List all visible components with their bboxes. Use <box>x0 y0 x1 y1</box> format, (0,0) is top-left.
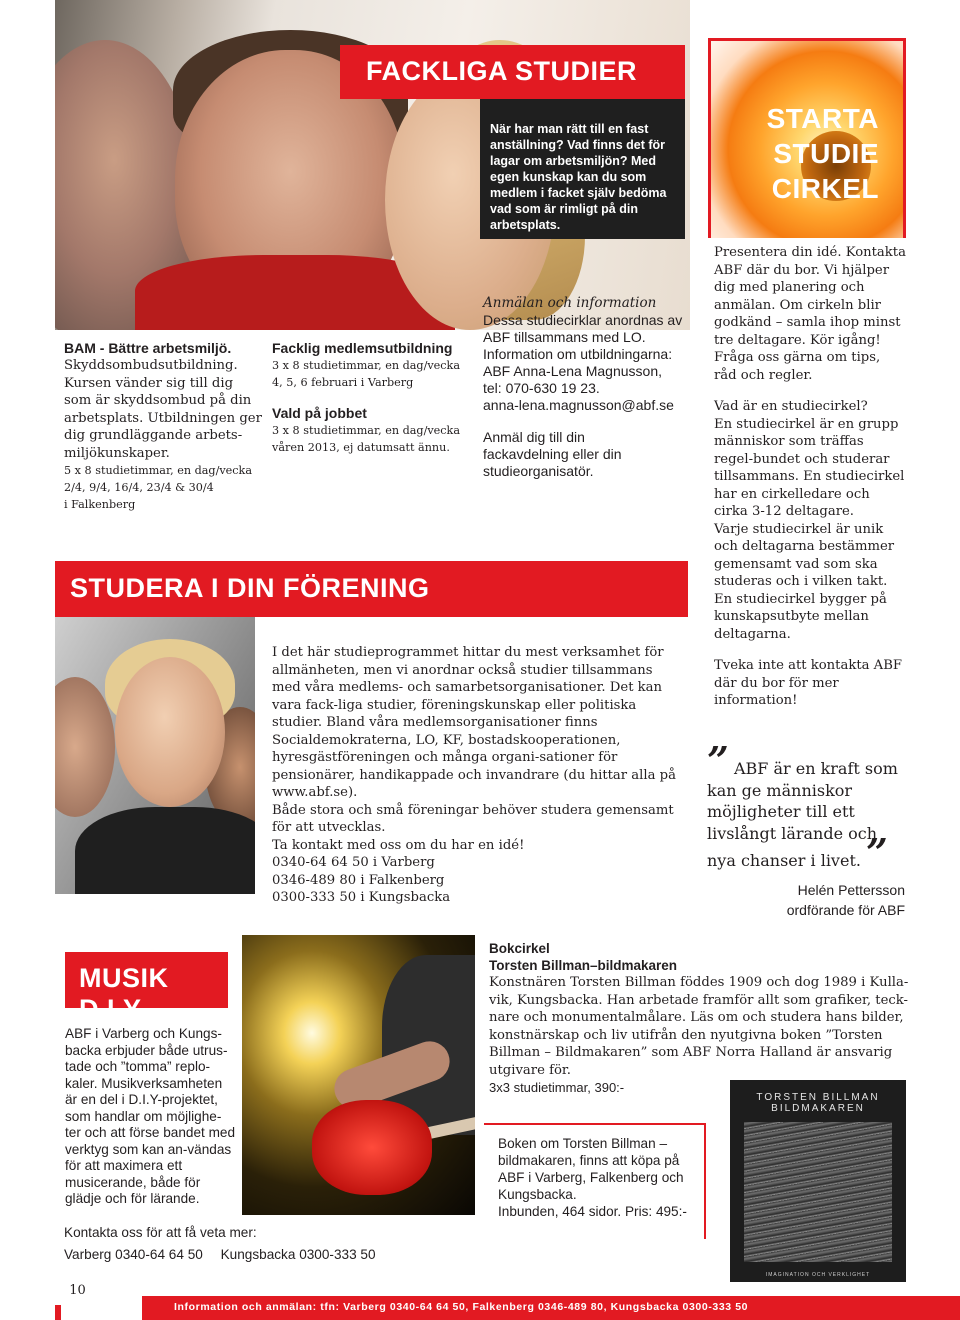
info-email[interactable]: anna-lena.magnusson@abf.se <box>483 397 674 413</box>
bokcirkel <box>489 940 909 1097</box>
course-bam <box>64 340 264 513</box>
fackliga-studier-heading <box>340 45 685 99</box>
studera-body <box>272 644 682 907</box>
musik-heading <box>65 952 228 1024</box>
quote-role: ordförande för ABF <box>786 902 905 918</box>
book-cover-title: TORSTEN BILLMAN BILDMAKAREN <box>756 1092 880 1114</box>
studera-phone: 0300-333 50 i Kungsbacka <box>272 890 451 905</box>
studiecirkel-info <box>714 244 906 710</box>
book-price: Inbunden, 464 sidor. Pris: 495:- <box>498 1204 687 1219</box>
quote-text: ABF är en kraft som kan ge människor möjligheter till ett livslångt lärande och nya chanser i livet. <box>707 759 898 870</box>
studera-contact-intro: Ta kontakt med oss om du har en idé! <box>272 837 525 853</box>
book-info-text: Boken om Torsten Billman – bildmakaren, finns att köpa på ABF i Varberg, Falkenberg och Kungsbacka. <box>498 1136 684 1202</box>
footer-bar <box>142 1296 960 1320</box>
quote-open-mark: ” <box>707 738 729 783</box>
book-cover-bottom: IMAGINATION OCH VERKLIGHET <box>765 1272 871 1278</box>
course-vald <box>272 405 472 456</box>
book-cover-image <box>744 1122 892 1262</box>
course-schedule: 3 x 8 studietimmar, en dag/vecka <box>272 424 461 437</box>
intro-text: När har man rätt till en fast anställning? Vad finns det för lagar om arbetsmiljön? Med egen kunskap kan du som medlem i facket själv bedöma vad som är rimligt på din arbetsplats. <box>490 122 667 232</box>
studiecirkel-contact: Tveka inte att kontakta ABF där du bor för mer information! <box>714 658 903 708</box>
info-line: Information om utbildningarna: <box>483 346 673 362</box>
book-cover <box>730 1080 906 1282</box>
studiecirkel-intro: Presentera din idé. Kontakta ABF där du bor. Vi hjälper dig med planering och anmälan. Om cirkeln blir godkänd – samla ihop minst tre deltagare. Kör igång! Fråga oss gärna om tips, råd och regler. <box>714 245 906 383</box>
musik-title: MUSIK D.I.Y <box>79 963 169 1024</box>
bokcirkel-label: Bokcirkel <box>489 941 550 956</box>
page-number-box <box>55 1275 100 1305</box>
studera-text-2: Både stora och små föreningar behöver studera gemensamt för att utvecklas. <box>272 802 674 835</box>
book-info <box>498 1135 703 1220</box>
course-dates: våren 2013, ej datumsatt ännu. <box>272 441 450 454</box>
flower-title-line: STARTA <box>766 103 879 134</box>
pull-quote <box>707 738 907 875</box>
intro-box <box>480 99 685 239</box>
quote-attribution <box>707 880 905 920</box>
guitar-photo <box>242 935 475 1215</box>
course-dates: 4, 5, 6 februari i Varberg <box>272 376 414 389</box>
info-block <box>483 294 698 480</box>
footer-text: Information och anmälan: tfn: Varberg 0340-64 64 50, Falkenberg 0346-489 80, Kungsbacka 0300-333 50 <box>174 1301 749 1313</box>
musik-contact-label: Kontakta oss för att få veta mer: <box>64 1225 257 1240</box>
studiecirkel-answer-2: Varje studiecirkel är unik och deltagarna bestämmer gemensamt vad som ska studeras och i vilken takt. En studiecirkel bygger på kunskapsutbyte mellan deltagarna. <box>714 521 895 642</box>
course-place: i Falkenberg <box>64 498 136 511</box>
fackliga-title: FACKLIGA STUDIER <box>366 56 637 86</box>
women-photo <box>55 617 255 894</box>
musik-phone-kungsbacka: Kungsbacka 0300-333 50 <box>220 1247 376 1262</box>
course-dates: 2/4, 9/4, 16/4, 23/4 & 30/4 <box>64 481 214 494</box>
musik-phones <box>64 1246 484 1263</box>
course-title: Vald på jobbet <box>272 405 367 421</box>
studiecirkel-answer: En studiecirkel är en grupp människor som träffas regel-bundet och studerar tillsammans. En studiecirkel har en cirkelledare och cirka 3-12 deltagare. <box>714 416 905 519</box>
bokcirkel-body: Konstnären Torsten Billman föddes 1909 och dog 1989 i Kulla-vik, Kungsbacka. Han arbetade framför allt som grafiker, teck-nare och monumentalmålare. Läs om och studera hans bilder, konstnärskap och liv utifrån den nyutgivna boken ”Torsten Billman – Bildmakaren” som ABF Norra Halland är ansvarig utgivare för. <box>489 975 909 1078</box>
course-facklig <box>272 340 472 391</box>
musik-contact <box>64 1224 484 1263</box>
bokcirkel-title: Torsten Billman–bildmakaren <box>489 958 678 973</box>
info-line: tel: 070-630 19 23. <box>483 380 600 396</box>
quote-author: Helén Pettersson <box>797 882 905 898</box>
musik-body: ABF i Varberg och Kungs-backa erbjuder både utrus-tade och ”tomma” replo-kaler. Musikverksamheten är en del i D.I.Y-projektet, som handlar om möjlighe-ter och att förse bandet med verktyg som kan an-vändas för att maximera ett musicerande, både för glädje och för lärande. <box>65 1026 236 1206</box>
studera-text: I det här studieprogrammet hittar du mest verksamhet för allmänheten, men vi anordnar också studier tillsammans med våra medlems- och samarbetsorganisationer. Det kan vara fack-liga studier, föreningskunskap eller politiska studier. Bland våra medlemsorganisationer finns Socialdemokraterna, LO, KF, bostadskooperationen, hyresgästföreningen och många organi-sationer för pensionärer, handikappade och invandrare (du hittar alla på www.abf.se). <box>272 645 676 800</box>
studera-heading <box>55 561 688 617</box>
bokcirkel-hours: 3x3 studietimmar, 390:- <box>489 1080 625 1095</box>
page-number: 10 <box>69 1283 86 1298</box>
studera-title: STUDERA I DIN FÖRENING <box>70 573 430 603</box>
course-body: Skyddsombudsutbildning. Kursen vänder sig till dig som är skyddsombud på din arbetsplats. Utbildningen ger dig grundläggande arbets-miljökunskaper. <box>64 358 262 461</box>
quote-close-mark: ” <box>866 830 888 875</box>
course-title: BAM - Bättre arbetsmiljö. <box>64 340 232 356</box>
course-schedule: 5 x 8 studietimmar, en dag/vecka <box>64 464 253 477</box>
flower-title-line: CIRKEL <box>771 173 879 204</box>
info-register: Anmäl dig till din fackavdelning eller din studieorganisatör. <box>483 429 622 479</box>
info-line: Dessa studiecirklar anordnas av <box>483 312 683 328</box>
starta-studiecirkel-image <box>708 38 906 238</box>
starta-studiecirkel-title <box>767 101 879 206</box>
info-heading: Anmälan och information <box>483 295 657 311</box>
musik-phone-varberg: Varberg 0340-64 64 50 <box>64 1247 203 1262</box>
info-line: ABF tillsammans med LO. <box>483 329 646 345</box>
info-line: ABF Anna-Lena Magnusson, <box>483 363 663 379</box>
course-schedule: 3 x 8 studietimmar, en dag/vecka <box>272 359 461 372</box>
flower-title-line: STUDIE <box>773 138 879 169</box>
studera-phone: 0340-64 64 50 i Varberg <box>272 855 435 870</box>
course-title: Facklig medlemsutbildning <box>272 340 453 356</box>
studera-phone: 0346-489 80 i Falkenberg <box>272 872 445 888</box>
studiecirkel-question: Vad är en studiecirkel? <box>714 399 868 414</box>
